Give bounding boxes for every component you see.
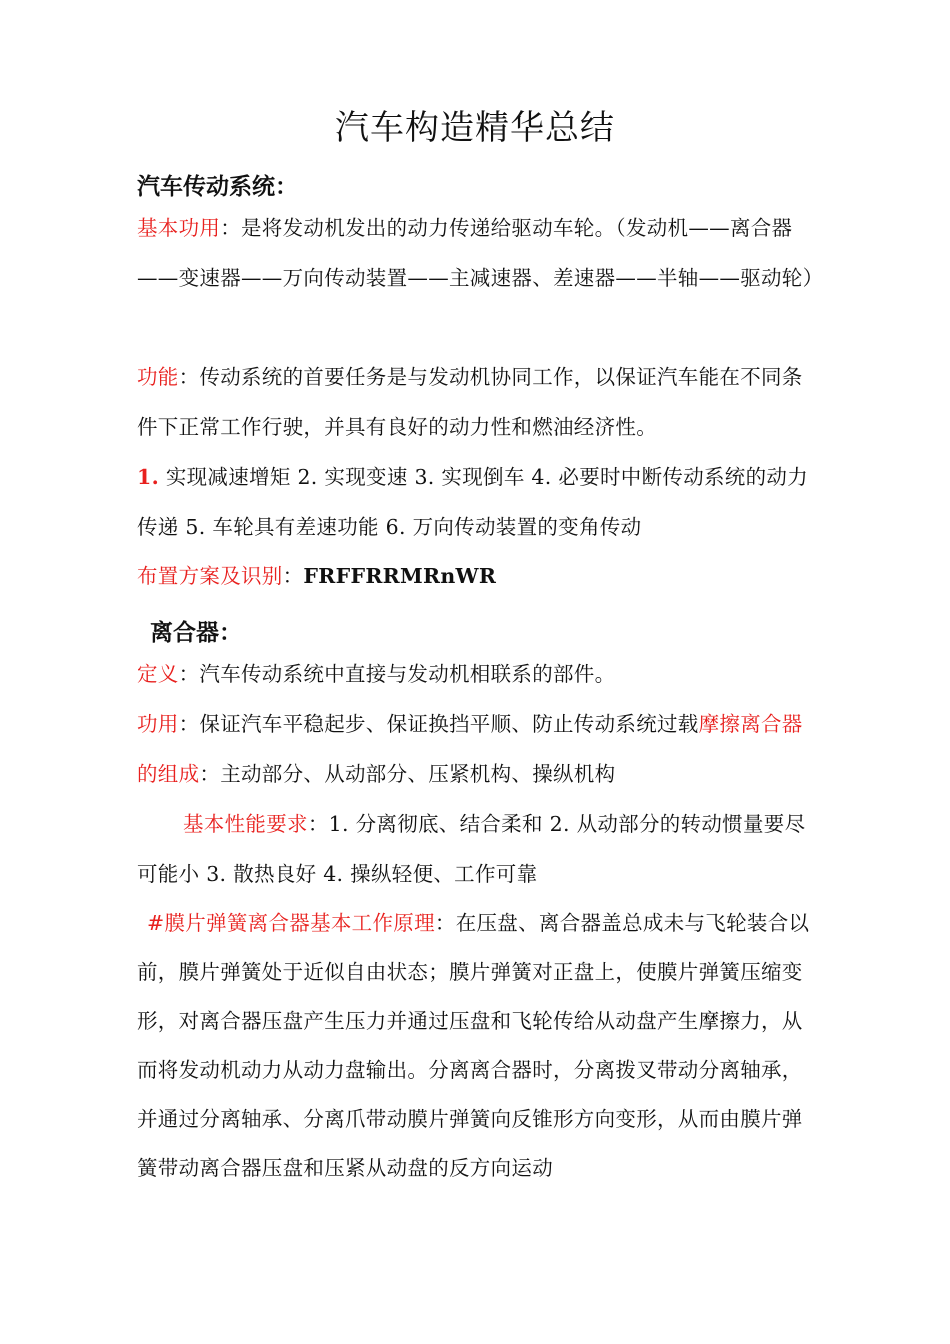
text-layout-codes: FRFFRRMRnWR: [303, 564, 497, 588]
paragraph-principle: [137, 899, 820, 1193]
label-basic-function: 基本功用: [137, 216, 221, 240]
list-number: 1.: [137, 465, 160, 489]
text-function-list: 实现减速增矩 2. 实现变速 3. 实现倒车 4. 必要时中断传动系统的动力传递 5. 车轮具有差速功能 6. 万向传动装置的变角传动: [137, 465, 809, 539]
label-clutch-composition: 摩擦离合器的组成: [137, 712, 803, 786]
section-heading-drivetrain: 汽车传动系统：: [137, 173, 298, 200]
label-performance: 基本性能要求: [183, 812, 308, 836]
paragraph-clutch-use: [137, 700, 820, 799]
paragraph-function: [137, 353, 820, 452]
paragraph-function-list: [137, 453, 820, 552]
text-definition: ：汽车传动系统中直接与发动机相联系的部件。: [178, 662, 616, 686]
label-function: 功能: [137, 365, 179, 389]
paragraph-basic-function: [137, 204, 824, 303]
layout-separator: ：: [282, 564, 304, 588]
document-title: 汽车构造精华总结: [335, 108, 615, 148]
text-clutch-composition: ：主动部分、从动部分、压紧机构、操纵机构: [199, 761, 616, 786]
text-clutch-use: ：保证汽车平稳起步、保证换挡平顺、防止传动系统过载: [178, 712, 699, 736]
paragraph-performance: [137, 800, 820, 899]
label-definition: 定义: [137, 662, 179, 686]
text-performance: ：1. 分离彻底、结合柔和 2. 从动部分的转动惯量要尽可能小 3. 散热良好 4. 操纵轻便、工作可靠: [137, 812, 806, 886]
text-principle: ：在压盘、离合器盖总成未与飞轮装合以前，膜片弹簧处于近似自由状态；膜片弹簧对正盘上，使膜片弹簧压缩变形，对离合器压盘产生压力并通过压盘和飞轮传给从动盘产生摩擦力，从而将发动机动力从动力盘输出。分离离合器时，分离拨叉带动分离轴承，并通过分离轴承、分离爪带动膜片弹簧向反锥形方向变形，从而由膜片弹簧带动离合器压盘和压紧从动盘的反方向运动: [137, 911, 810, 1180]
paragraph-definition: [137, 650, 820, 700]
section-heading-clutch: 离合器：: [150, 619, 242, 646]
label-clutch-use: 功用: [137, 712, 179, 736]
paragraph-layout-scheme: [137, 552, 820, 602]
text-basic-function: ：是将发动机发出的动力传递给驱动车轮。（发动机——离合器——变速器——万向传动装置——主减速器、差速器——半轴——驱动轮）: [137, 216, 824, 290]
label-layout-scheme: 布置方案及识别: [137, 564, 283, 588]
text-function: ：传动系统的首要任务是与发动机协同工作，以保证汽车能在不同条件下正常工作行驶，并具有良好的动力性和燃油经济性。: [137, 365, 803, 439]
label-principle: #膜片弹簧离合器基本工作原理: [147, 911, 435, 935]
